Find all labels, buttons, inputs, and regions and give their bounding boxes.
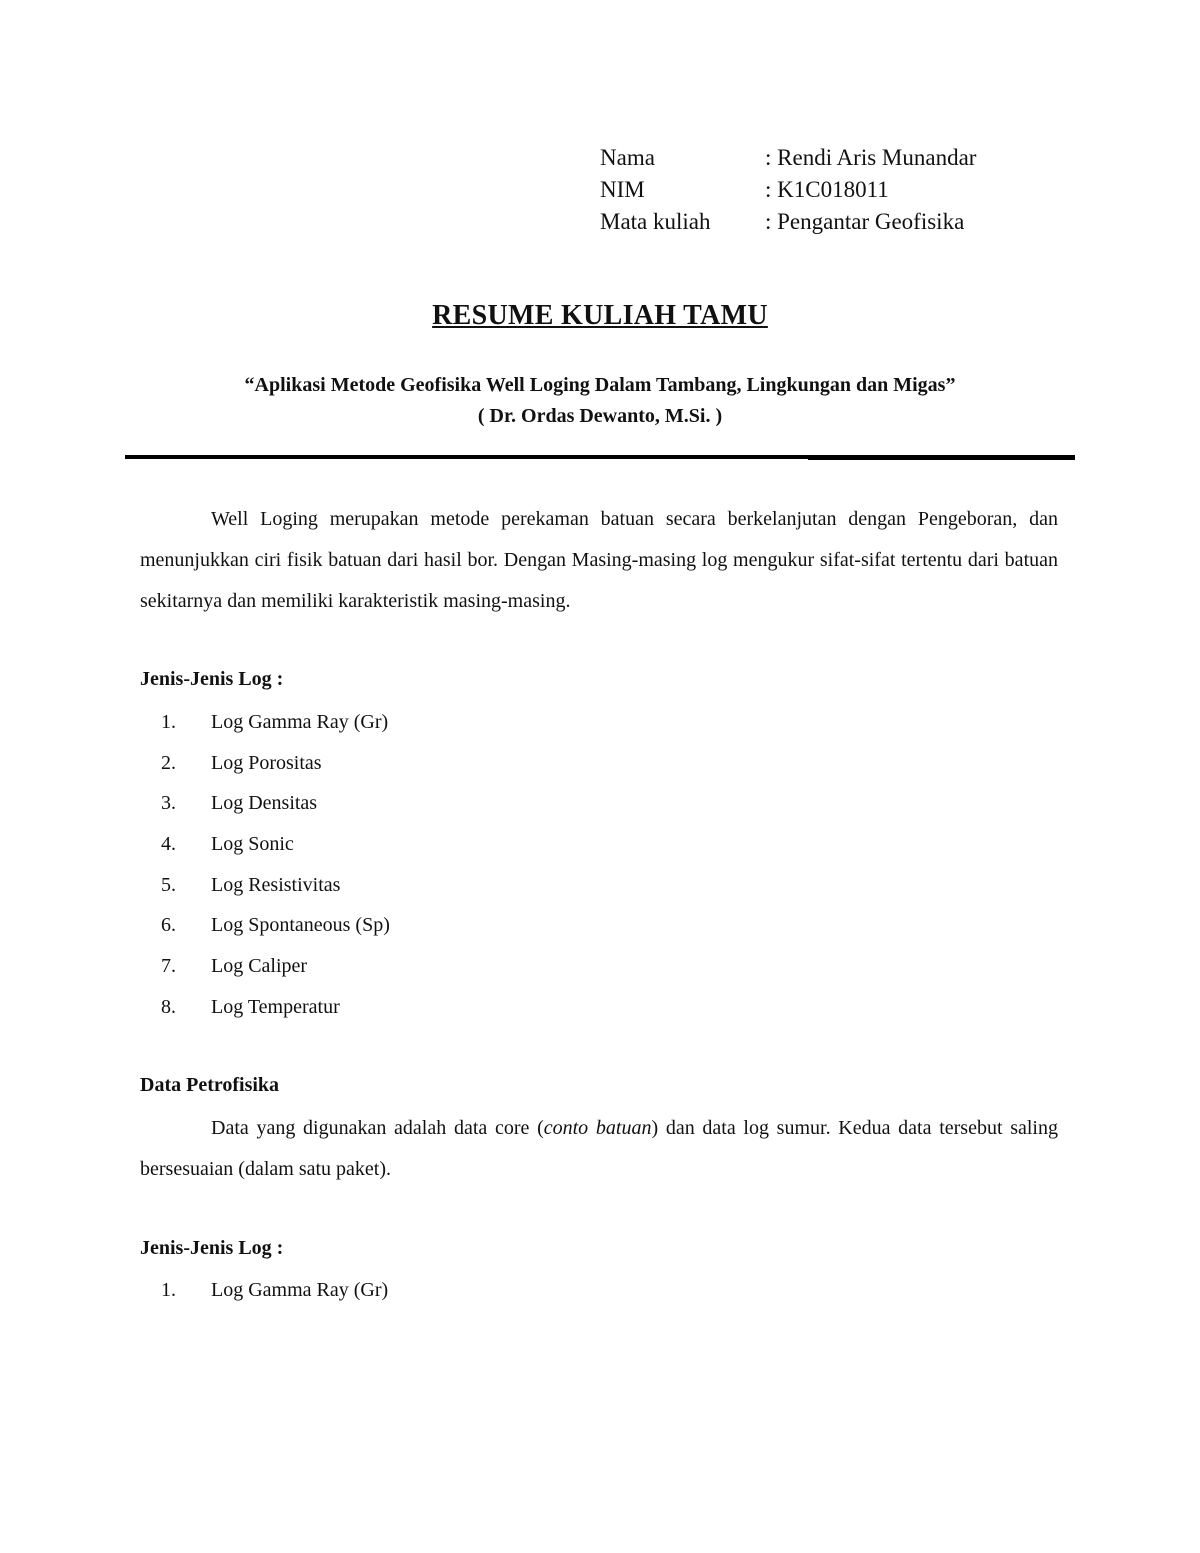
- info-value: : Rendi Aris Munandar: [765, 145, 977, 170]
- list-number: 8.: [161, 995, 176, 1018]
- list-item: [140, 946, 390, 987]
- intro-text: Well Loging merupakan metode perekaman batuan secara berkelanjutan dengan Pengeboran, dan menunjukkan ciri fisik batuan dari hasil bor. Dengan Masing-masing log mengukur sifat-sifat tertentu dari batuan sekitarnya dan memiliki karakteristik masing-masing.: [140, 508, 1058, 612]
- log-type-list-2: [140, 1270, 388, 1311]
- info-value: : Pengantar Geofisika: [765, 209, 965, 234]
- info-row-nim: [600, 174, 976, 206]
- info-row-nama: [600, 142, 976, 174]
- list-text: Log Spontaneous (Sp): [211, 914, 390, 937]
- list-text: Log Densitas: [211, 792, 318, 815]
- list-item: [140, 905, 390, 946]
- petrofisika-paragraph: [140, 1108, 1058, 1190]
- info-label: NIM: [600, 177, 645, 202]
- list-number: 1.: [161, 711, 176, 733]
- lecture-topic: “Aplikasi Metode Geofisika Well Loging Dalam Tambang, Lingkungan dan Migas”: [244, 374, 956, 396]
- list-number: 2.: [161, 751, 176, 774]
- divider-line-accent: [808, 458, 1075, 460]
- petrofisika-text-2: ) dan data log sumur. Kedua data tersebut saling bersesuaian (dalam satu paket).: [140, 1117, 1058, 1180]
- section-heading-jenis-log-2: Jenis-Jenis Log :: [140, 1237, 284, 1259]
- list-number: 4.: [161, 833, 176, 856]
- list-text: Log Gamma Ray (Gr): [211, 1279, 389, 1301]
- list-item: [140, 987, 390, 1028]
- list-item: [140, 702, 390, 743]
- list-text: Log Resistivitas: [211, 873, 341, 896]
- info-label: Nama: [600, 145, 655, 170]
- document-title: RESUME KULIAH TAMU: [432, 300, 768, 331]
- list-text: Log Temperatur: [211, 995, 340, 1018]
- list-text: Log Gamma Ray (Gr): [211, 711, 389, 733]
- list-number: 7.: [161, 955, 176, 978]
- section-heading-petrofisika: Data Petrofisika: [140, 1074, 280, 1096]
- list-item: [140, 783, 390, 824]
- section-heading-jenis-log: Jenis-Jenis Log :: [140, 668, 284, 690]
- info-value: : K1C018011: [765, 177, 889, 202]
- list-number: 6.: [161, 914, 176, 937]
- list-text: Log Caliper: [211, 955, 308, 978]
- list-item: [140, 824, 390, 865]
- list-item: [140, 1270, 388, 1311]
- list-item: [140, 865, 390, 906]
- list-number: 1.: [161, 1279, 176, 1301]
- info-row-mata-kuliah: [600, 206, 976, 238]
- petrofisika-text-1: Data yang digunakan adalah data core (: [211, 1117, 544, 1139]
- list-number: 3.: [161, 792, 176, 815]
- info-label: Mata kuliah: [600, 209, 711, 234]
- list-text: Log Sonic: [211, 833, 294, 856]
- list-number: 5.: [161, 873, 176, 896]
- student-info: [600, 142, 976, 238]
- petrofisika-italic-text: conto batuan: [543, 1117, 652, 1139]
- list-item: [140, 743, 390, 784]
- intro-paragraph: [140, 499, 1058, 622]
- list-text: Log Porositas: [211, 751, 322, 774]
- lecturer-name: ( Dr. Ordas Dewanto, M.Si. ): [477, 405, 723, 427]
- log-type-list: [140, 702, 390, 1028]
